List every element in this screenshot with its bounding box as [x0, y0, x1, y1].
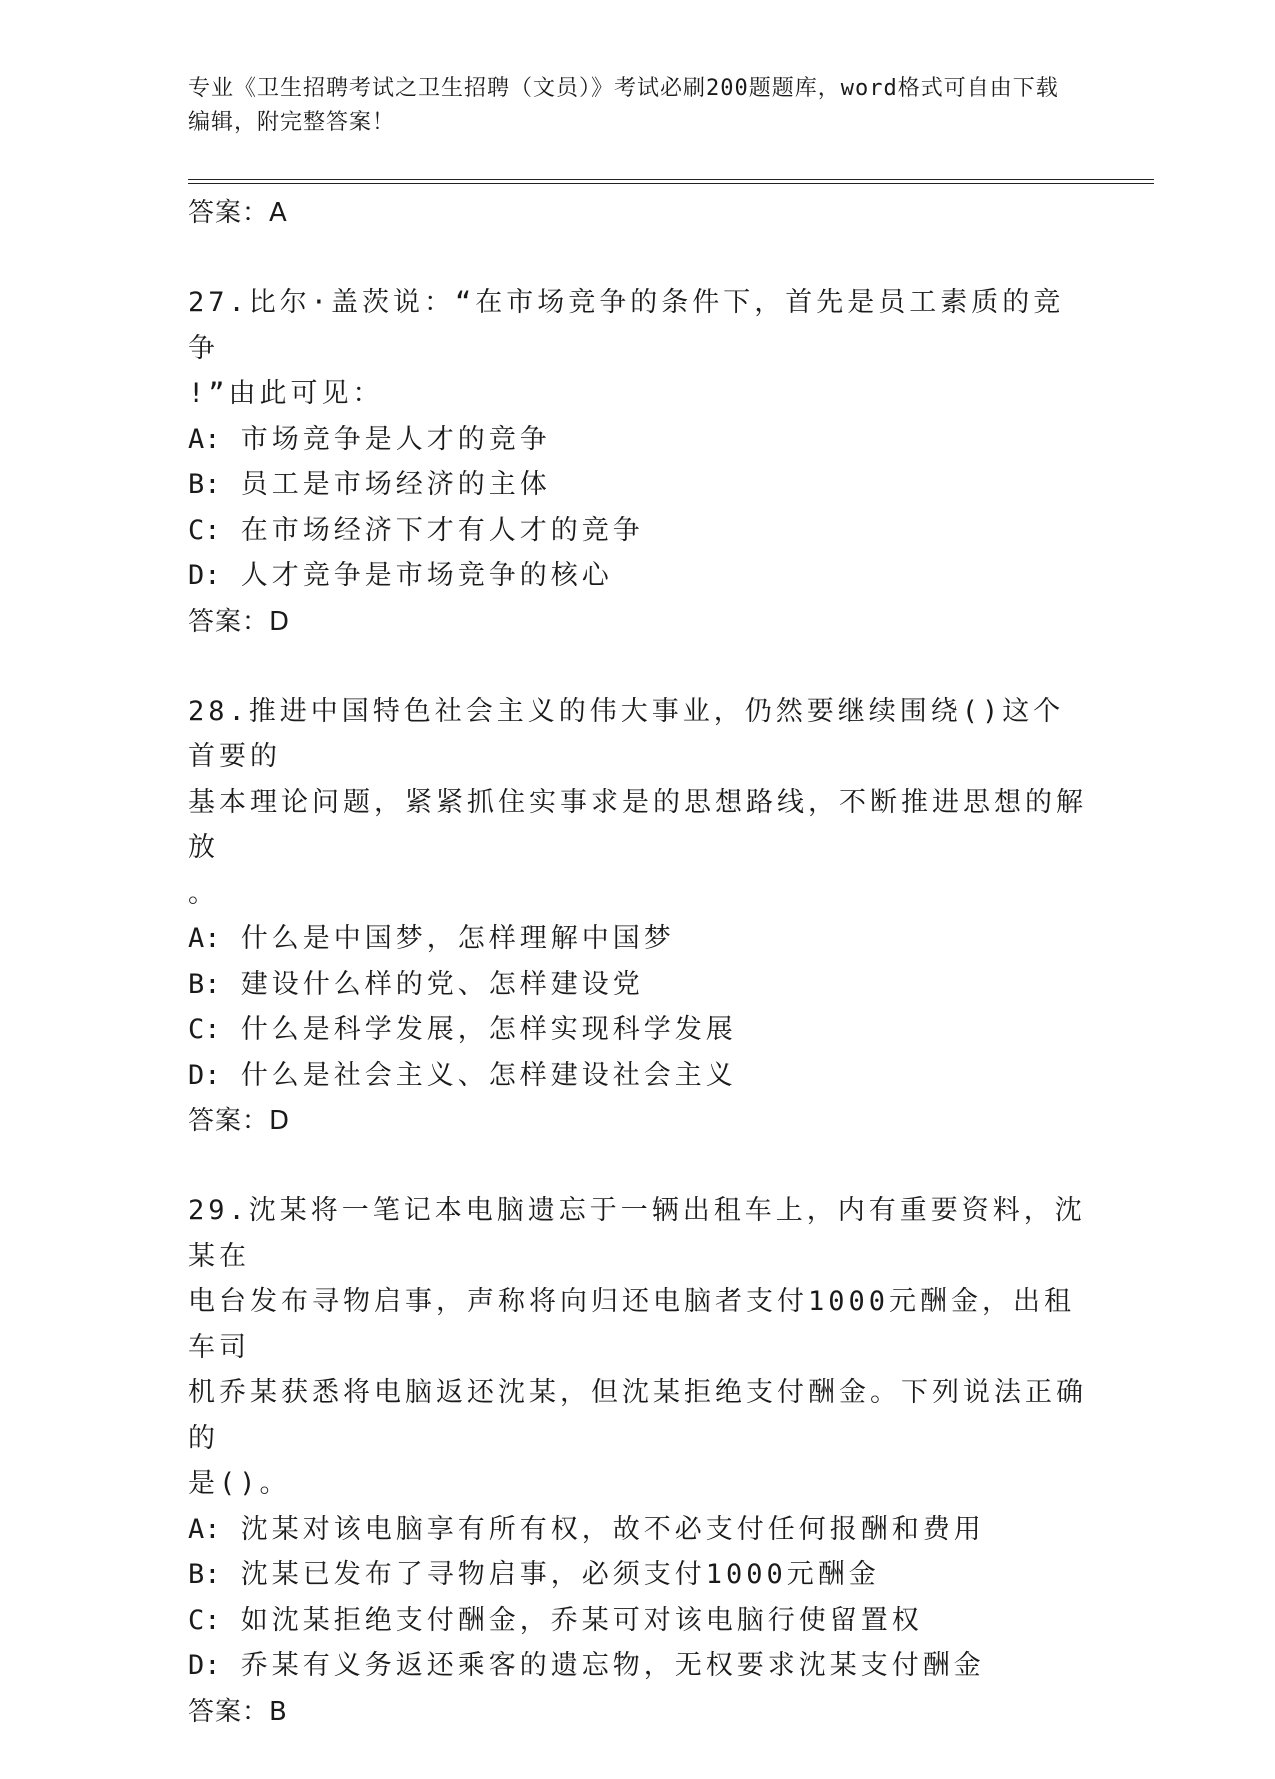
option-letter: B: — [188, 1559, 221, 1590]
header-divider-top — [188, 179, 1154, 180]
option-b — [188, 462, 1088, 508]
question-stem-line: 28.推进中国特色社会主义的伟大事业，仍然要继续围绕()这个首要的 — [188, 695, 1065, 772]
question-stem-line: 是()。 — [188, 1468, 291, 1499]
option-letter: A: — [188, 923, 221, 954]
answer-label: 答案：D — [188, 1106, 291, 1136]
option-text: 市场竞争是人才的竞争 — [240, 423, 551, 455]
option-a — [188, 417, 1088, 463]
option-letter: A: — [188, 1513, 221, 1545]
question-stem-line: 29.沈某将一笔记本电脑遗忘于一辆出租车上，内有重要资料，沈某在 — [188, 1195, 1086, 1272]
option-b — [188, 1552, 1088, 1598]
option-text: 员工是市场经济的主体 — [240, 469, 551, 500]
option-a — [188, 916, 1088, 962]
option-text: 人才竞争是市场竞争的核心 — [240, 560, 613, 591]
option-text: 沈某对该电脑享有所有权，故不必支付任何报酬和费用 — [240, 1513, 985, 1545]
option-text: 沈某已发布了寻物启事，必须支付1000元酬金 — [240, 1559, 880, 1590]
question-stem-line: 。 — [188, 877, 219, 909]
option-a — [188, 1507, 1088, 1553]
option-letter: B: — [188, 968, 221, 1000]
question-28 — [188, 689, 1088, 1145]
document-header: 专业《卫生招聘考试之卫生招聘（文员）》考试必刷200题题库，word格式可自由下载编辑，附完整答案！ — [188, 76, 1059, 135]
question-stem-line: 电台发布寻物启事，声称将向归还电脑者支付1000元酬金，出租车司 — [188, 1286, 1076, 1363]
question-stem-line: 机乔某获悉将电脑返还沈某，但沈某拒绝支付酬金。下列说法正确的 — [188, 1377, 1087, 1454]
option-text: 建设什么样的党、怎样建设党 — [240, 968, 644, 1000]
option-text: 什么是社会主义、怎样建设社会主义 — [240, 1059, 737, 1091]
question-stem-line: 基本理论问题，紧紧抓住实事求是的思想路线，不断推进思想的解放 — [188, 786, 1087, 863]
option-c — [188, 1007, 1088, 1053]
option-text: 如沈某拒绝支付酬金，乔某可对该电脑行使留置权 — [240, 1604, 923, 1636]
option-b — [188, 962, 1088, 1008]
option-letter: C: — [188, 514, 221, 546]
option-letter: A: — [188, 423, 221, 455]
answer-label: 答案：D — [188, 606, 291, 637]
question-29 — [188, 1188, 1088, 1735]
header-divider-bottom — [188, 183, 1154, 184]
option-text: 什么是科学发展，怎样实现科学发展 — [240, 1014, 737, 1045]
answer-label: 答案：B — [188, 1696, 288, 1727]
option-d — [188, 1053, 1088, 1099]
option-c — [188, 1598, 1088, 1644]
question-stem-line: !”由此可见： — [188, 378, 384, 409]
option-text: 什么是中国梦，怎样理解中国梦 — [240, 923, 675, 954]
option-letter: C: — [188, 1014, 221, 1045]
option-letter: D: — [188, 1059, 221, 1091]
option-letter: B: — [188, 469, 221, 500]
answer-label: 答案：A — [188, 198, 288, 228]
option-c — [188, 508, 1088, 554]
question-27 — [188, 280, 1088, 645]
option-letter: C: — [188, 1604, 221, 1636]
option-letter: D: — [188, 1650, 221, 1681]
option-letter: D: — [188, 560, 221, 591]
option-text: 在市场经济下才有人才的竞争 — [240, 514, 644, 546]
question-stem-line: 27.比尔·盖茨说：“在市场竞争的条件下，首先是员工素质的竞争 — [188, 287, 1065, 364]
option-d — [188, 553, 1088, 599]
question-list — [188, 190, 1088, 1779]
option-text: 乔某有义务返还乘客的遗忘物，无权要求沈某支付酬金 — [240, 1650, 985, 1681]
